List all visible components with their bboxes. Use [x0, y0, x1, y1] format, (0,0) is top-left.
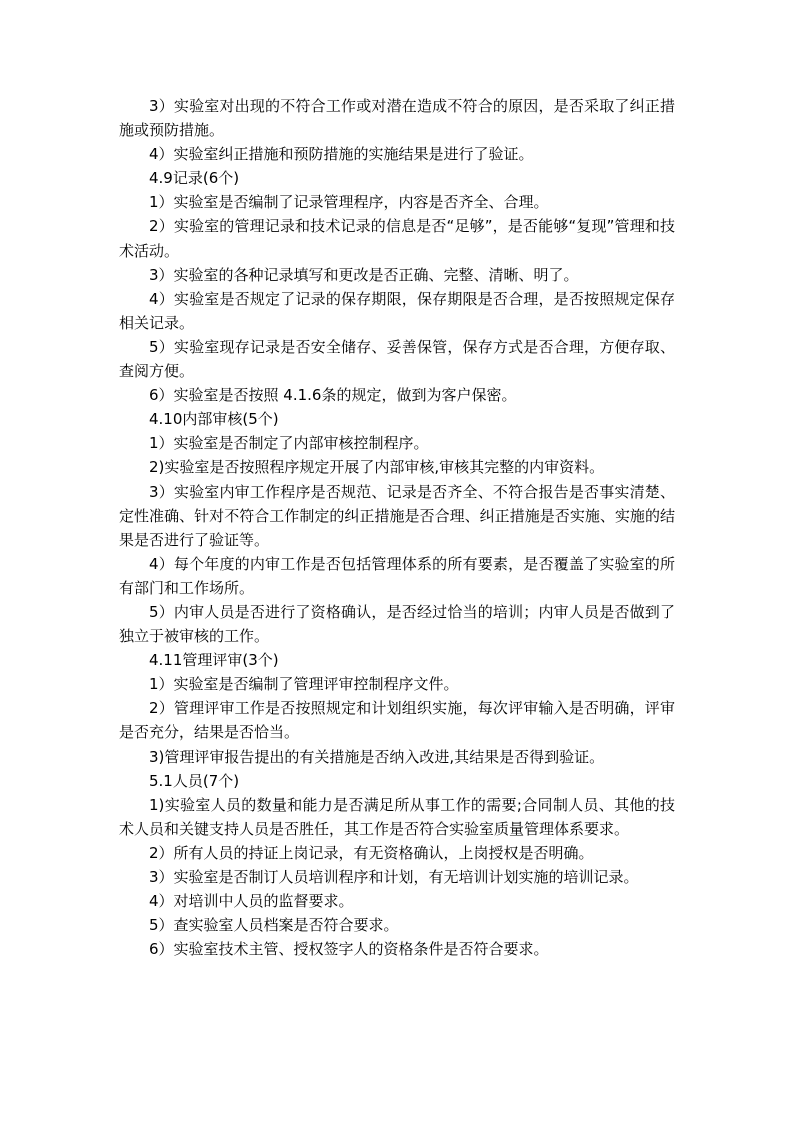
paragraph: 4）实验室纠正措施和预防措施的实施结果是进行了验证。: [149, 145, 534, 164]
section-heading: 5.1人员(7个): [149, 771, 240, 790]
paragraph: 1）实验室是否编制了管理评审控制程序文件。: [149, 675, 459, 694]
paragraph: 2）管理评审工作是否按照规定和计划组织实施，每次评审输入是否明确，评审是否充分，结果是否恰当。: [119, 699, 675, 742]
section-heading: 4.11管理评审(3个): [149, 651, 279, 670]
paragraph: 6）实验室技术主管、授权签字人的资格条件是否符合要求。: [149, 940, 549, 959]
paragraph: 3）实验室的各种记录填写和更改是否正确、完整、清晰、明了。: [149, 265, 579, 284]
paragraph: 4）实验室是否规定了记录的保存期限，保存期限是否合理，是否按照规定保存相关记录。: [119, 289, 675, 332]
paragraph: 4）每个年度的内审工作是否包括管理体系的所有要素，是否覆盖了实验室的所有部门和工作场所。: [119, 554, 675, 597]
paragraph: 1）实验室是否制定了内部审核控制程序。: [149, 434, 429, 453]
paragraph: 3)管理评审报告提出的有关措施是否纳入改进,其结果是否得到验证。: [149, 747, 605, 766]
paragraph: 4）对培训中人员的监督要求。: [149, 892, 354, 911]
paragraph: 3）实验室内审工作程序是否规范、记录是否齐全、不符合报告是否事实清楚、定性准确、针对不符合工作制定的纠正措施是否合理、纠正措施是否实施、实施的结果是否进行了验证等。: [119, 482, 675, 549]
paragraph: 5）内审人员是否进行了资格确认，是否经过恰当的培训；内审人员是否做到了独立于被审核的工作。: [119, 602, 675, 646]
paragraph: 5）实验室现存记录是否安全储存、妥善保管，保存方式是否合理，方便存取、查阅方便。: [119, 337, 675, 381]
paragraph: 5）查实验室人员档案是否符合要求。: [149, 916, 399, 935]
paragraph: 1）实验室是否编制了记录管理程序，内容是否齐全、合理。: [149, 193, 549, 212]
section-heading: 4.9记录(6个): [149, 169, 240, 188]
paragraph: 2）实验室的管理记录和技术记录的信息是否“足够”，是否能够“复现”管理和技术活动。: [119, 217, 675, 260]
paragraph: 3）实验室是否制订人员培训程序和计划，有无培训计划实施的培训记录。: [149, 868, 639, 886]
paragraph: 6）实验室是否按照 4.1.6条的规定，做到为客户保密。: [149, 386, 517, 405]
paragraph: 2）所有人员的持证上岗记录，有无资格确认，上岗授权是否明确。: [149, 843, 594, 862]
section-heading: 4.10内部审核(5个): [149, 410, 279, 429]
paragraph: 2)实验室是否按照程序规定开展了内部审核,审核其完整的内审资料。: [149, 458, 605, 477]
paragraph: 3）实验室对出现的不符合工作或对潜在造成不符合的原因，是否采取了纠正措施或预防措施。: [119, 97, 675, 140]
paragraph: 1)实验室人员的数量和能力是否满足所从事工作的需要;合同制人员、其他的技术人员和关键支持人员是否胜任，其工作是否符合实验室质量管理体系要求。: [119, 795, 675, 838]
document-body: [119, 94, 675, 961]
